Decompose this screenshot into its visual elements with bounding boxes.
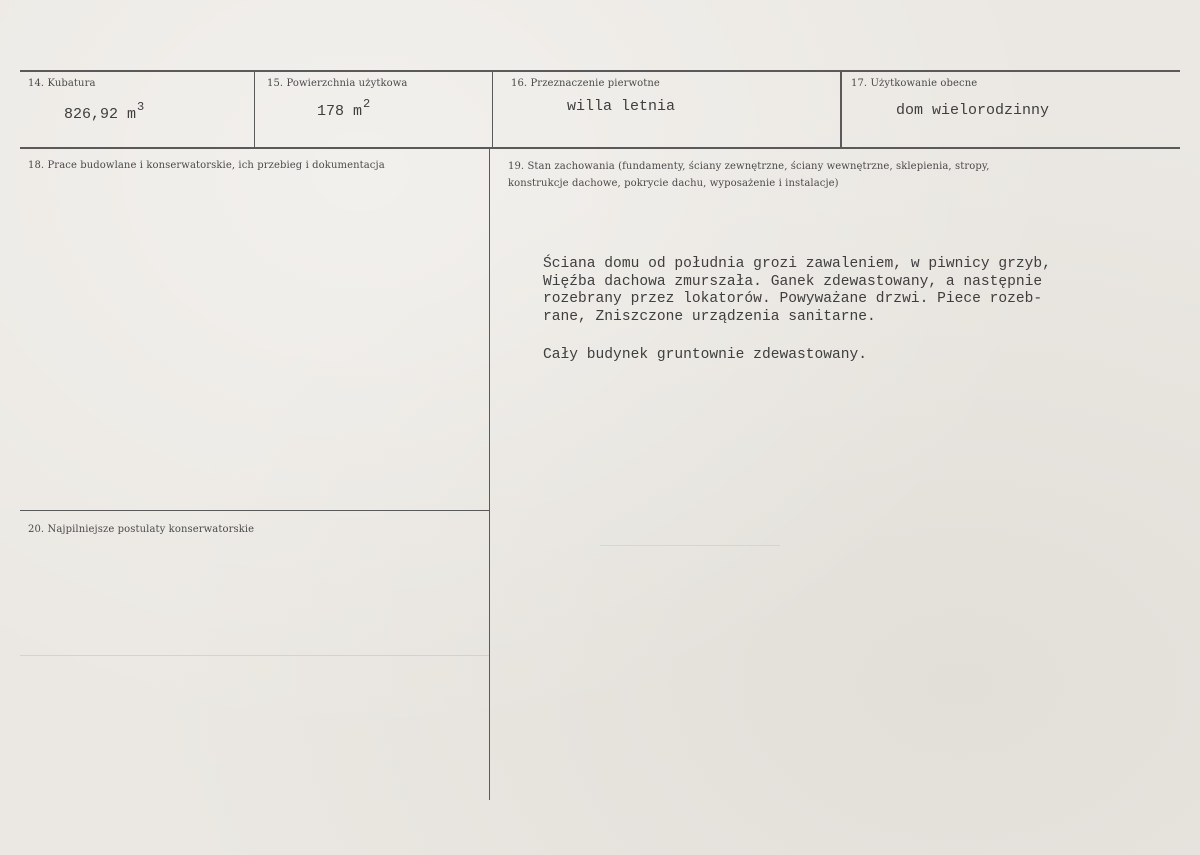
- field-14-label: 14. Kubatura: [28, 78, 96, 89]
- field-18-label: 18. Prace budowlane i konserwatorskie, ich przebieg i dokumentacja: [28, 160, 385, 171]
- field-15-value-text: 178 m: [317, 103, 363, 120]
- text-line: rozebrany przez lokatorów. Powyważane drzwi. Piece rozeb-: [543, 291, 1043, 307]
- main-vertical-divider: [489, 148, 490, 800]
- field-19-paragraph-1: [543, 256, 1051, 326]
- section-18-20-rule: [20, 510, 490, 511]
- field-19-label-line2: konstrukcje dachowe, pokrycie dachu, wyposażenie i instalacje): [508, 178, 839, 189]
- top-rule: [20, 70, 1180, 72]
- divider-16-17: [840, 71, 842, 148]
- field-15-label: 15. Powierzchnia użytkowa: [267, 78, 408, 89]
- text-line: Ściana domu od południa grozi zawaleniem, w piwnicy grzyb,: [543, 256, 1051, 272]
- field-15-value: [317, 97, 371, 120]
- faint-mark: [20, 655, 490, 656]
- field-14-value: [64, 100, 145, 123]
- field-14-unit-superscript: 3: [137, 100, 145, 114]
- row1-bottom-rule: [20, 147, 1180, 149]
- field-15-unit-superscript: 2: [363, 97, 371, 111]
- field-16-label: 16. Przeznaczenie pierwotne: [511, 78, 660, 89]
- text-line: Więźba dachowa zmurszała. Ganek zdewastowany, a następnie: [543, 273, 1043, 290]
- divider-14-15: [254, 71, 255, 148]
- field-17-label: 17. Użytkowanie obecne: [851, 78, 978, 89]
- field-16-value: willa letnia: [567, 98, 676, 115]
- text-line: rane, Zniszczone urządzenia sanitarne.: [543, 308, 876, 325]
- field-19-paragraph-2: Cały budynek gruntownie zdewastowany.: [543, 347, 868, 363]
- field-14-value-text: 826,92 m: [64, 106, 137, 123]
- field-19-label-line1: 19. Stan zachowania (fundamenty, ściany zewnętrzne, ściany wewnętrzne, sklepienia, stropy,: [508, 161, 990, 172]
- field-20-label: 20. Najpilniejsze postulaty konserwatorskie: [28, 524, 255, 535]
- divider-15-16: [492, 71, 493, 148]
- faint-mark: [600, 545, 780, 546]
- field-17-value: dom wielorodzinny: [896, 102, 1050, 119]
